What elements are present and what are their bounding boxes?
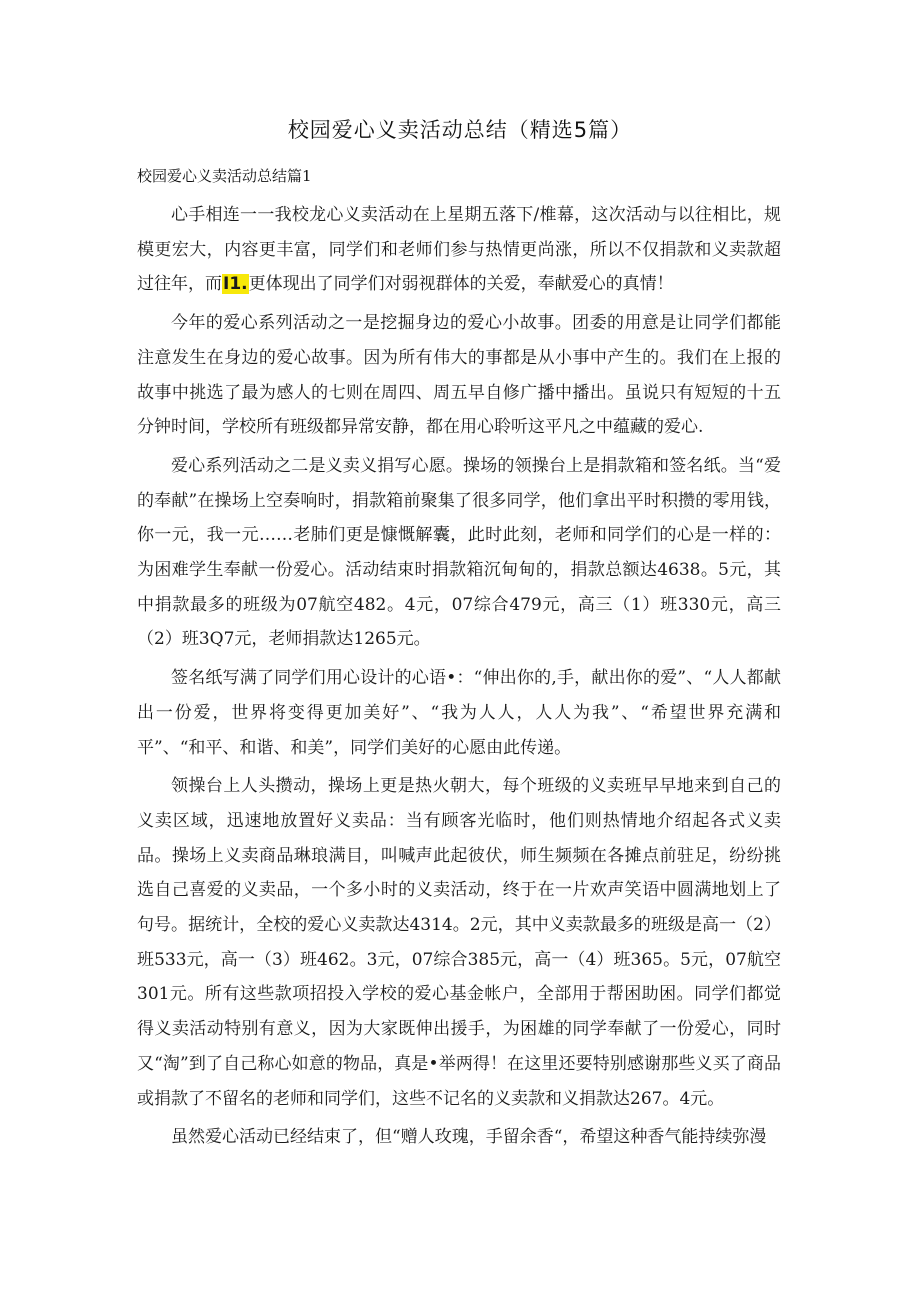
paragraph-1 (137, 198, 781, 302)
paragraph-2: 今年的爱心系列活动之一是挖掘身边的爱心小故事。团委的用意是让同学们都能注意发生在身边的爱心故事。因为所有伟大的事都是从小事中产生的。我们在上报的故事中挑选了最为感人的七则在周四、周五早自修广播中播出。虽说只有短短的十五分钟时间，学校所有班级都异常安静，都在用心聆听这平凡之中蕴藏的爱心. (137, 313, 781, 438)
paragraph-6: 虽然爱心活动已经结束了，但“赠人玫瑰，手留余香“，希望这种香气能持续弥漫 (171, 1127, 767, 1148)
section-heading: 校园爱心义卖活动总结篇1 (137, 167, 312, 185)
document-title: 校园爱心义卖活动总结（精选5篇） (287, 118, 633, 142)
paragraph-4: 签名纸写满了同学们用心设计的心语•：“伸出你的,手，献出你的爱”、“人人都献出一份爱，世界将变得更加美好”、“我为人人，人人为我”、“希望世界充满和平”、“和平、和谐、和美”，同学们美好的心愿由此传递。 (137, 668, 781, 758)
paragraph-3: 爱心系列活动之二是义卖义捐写心愿。操场的领操台上是捐款箱和签名纸。当“爱的奉献”在操场上空奏响时，捐款箱前聚集了很多同学，他们拿出平时积攒的零用钱，你一元，我一元……老肺们更是慷慨解囊，此时此刻，老师和同学们的心是一样的：为困难学生奉献一份爱心。活动结束时捐款箱沉甸甸的，捐款总额达4638。5元，其中捐款最多的班级为07航空482。4元，07综合479元，高三（1）班330元，高三（2）班3Q7元，老师捐款达1265元。 (137, 455, 781, 650)
paragraph-1-text-b: 更体现出了同学们对弱视群体的关爱，奉献爱心的真情！ (248, 274, 674, 295)
highlighted-text: I1. (223, 274, 248, 295)
paragraph-1-text-a: 心手相连一一我校龙心义卖活动在上星期五落下/椎幕，这次活动与以往相比，规模更宏大，内容更丰富，同学们和老师们参与热情更尚涨，所以不仅捐款和义卖款超过往年，而 (137, 205, 781, 295)
document-body (137, 198, 781, 1159)
paragraph-5: 领操台上人头攒动，操场上更是热火朝大，每个班级的义卖班早早地来到自己的义卖区域，迅速地放置好义卖品：当有顾客光临时，他们则热情地介绍起各式义卖品。操场上义卖商品琳琅满目，叫喊声此起彼伏，师生频频在各摊点前驻足，纷纷挑选自己喜爱的义卖品，一个多小时的义卖活动，终于在一片欢声笑语中圆满地划上了句号。据统计，全校的爱心义卖款达4314。2元，其中义卖款最多的班级是高一（2）班533元，高一（3）班462。3元，07综合385元，高一（4）班365。5元，07航空301元。所有这些款项招投入学校的爱心基金帐户，全部用于帮困助困。同学们都觉得义卖活动特别有意义，因为大家既伸出援手，为困雄的同学奉献了一份爱心，同时又“淘”到了自己称心如意的物品，真是•举两得！在这里还要特别感谢那些义买了商品或捐款了不留名的老师和同学们，这些不记名的义卖款和义捐款达267。4元。 (137, 776, 781, 1109)
